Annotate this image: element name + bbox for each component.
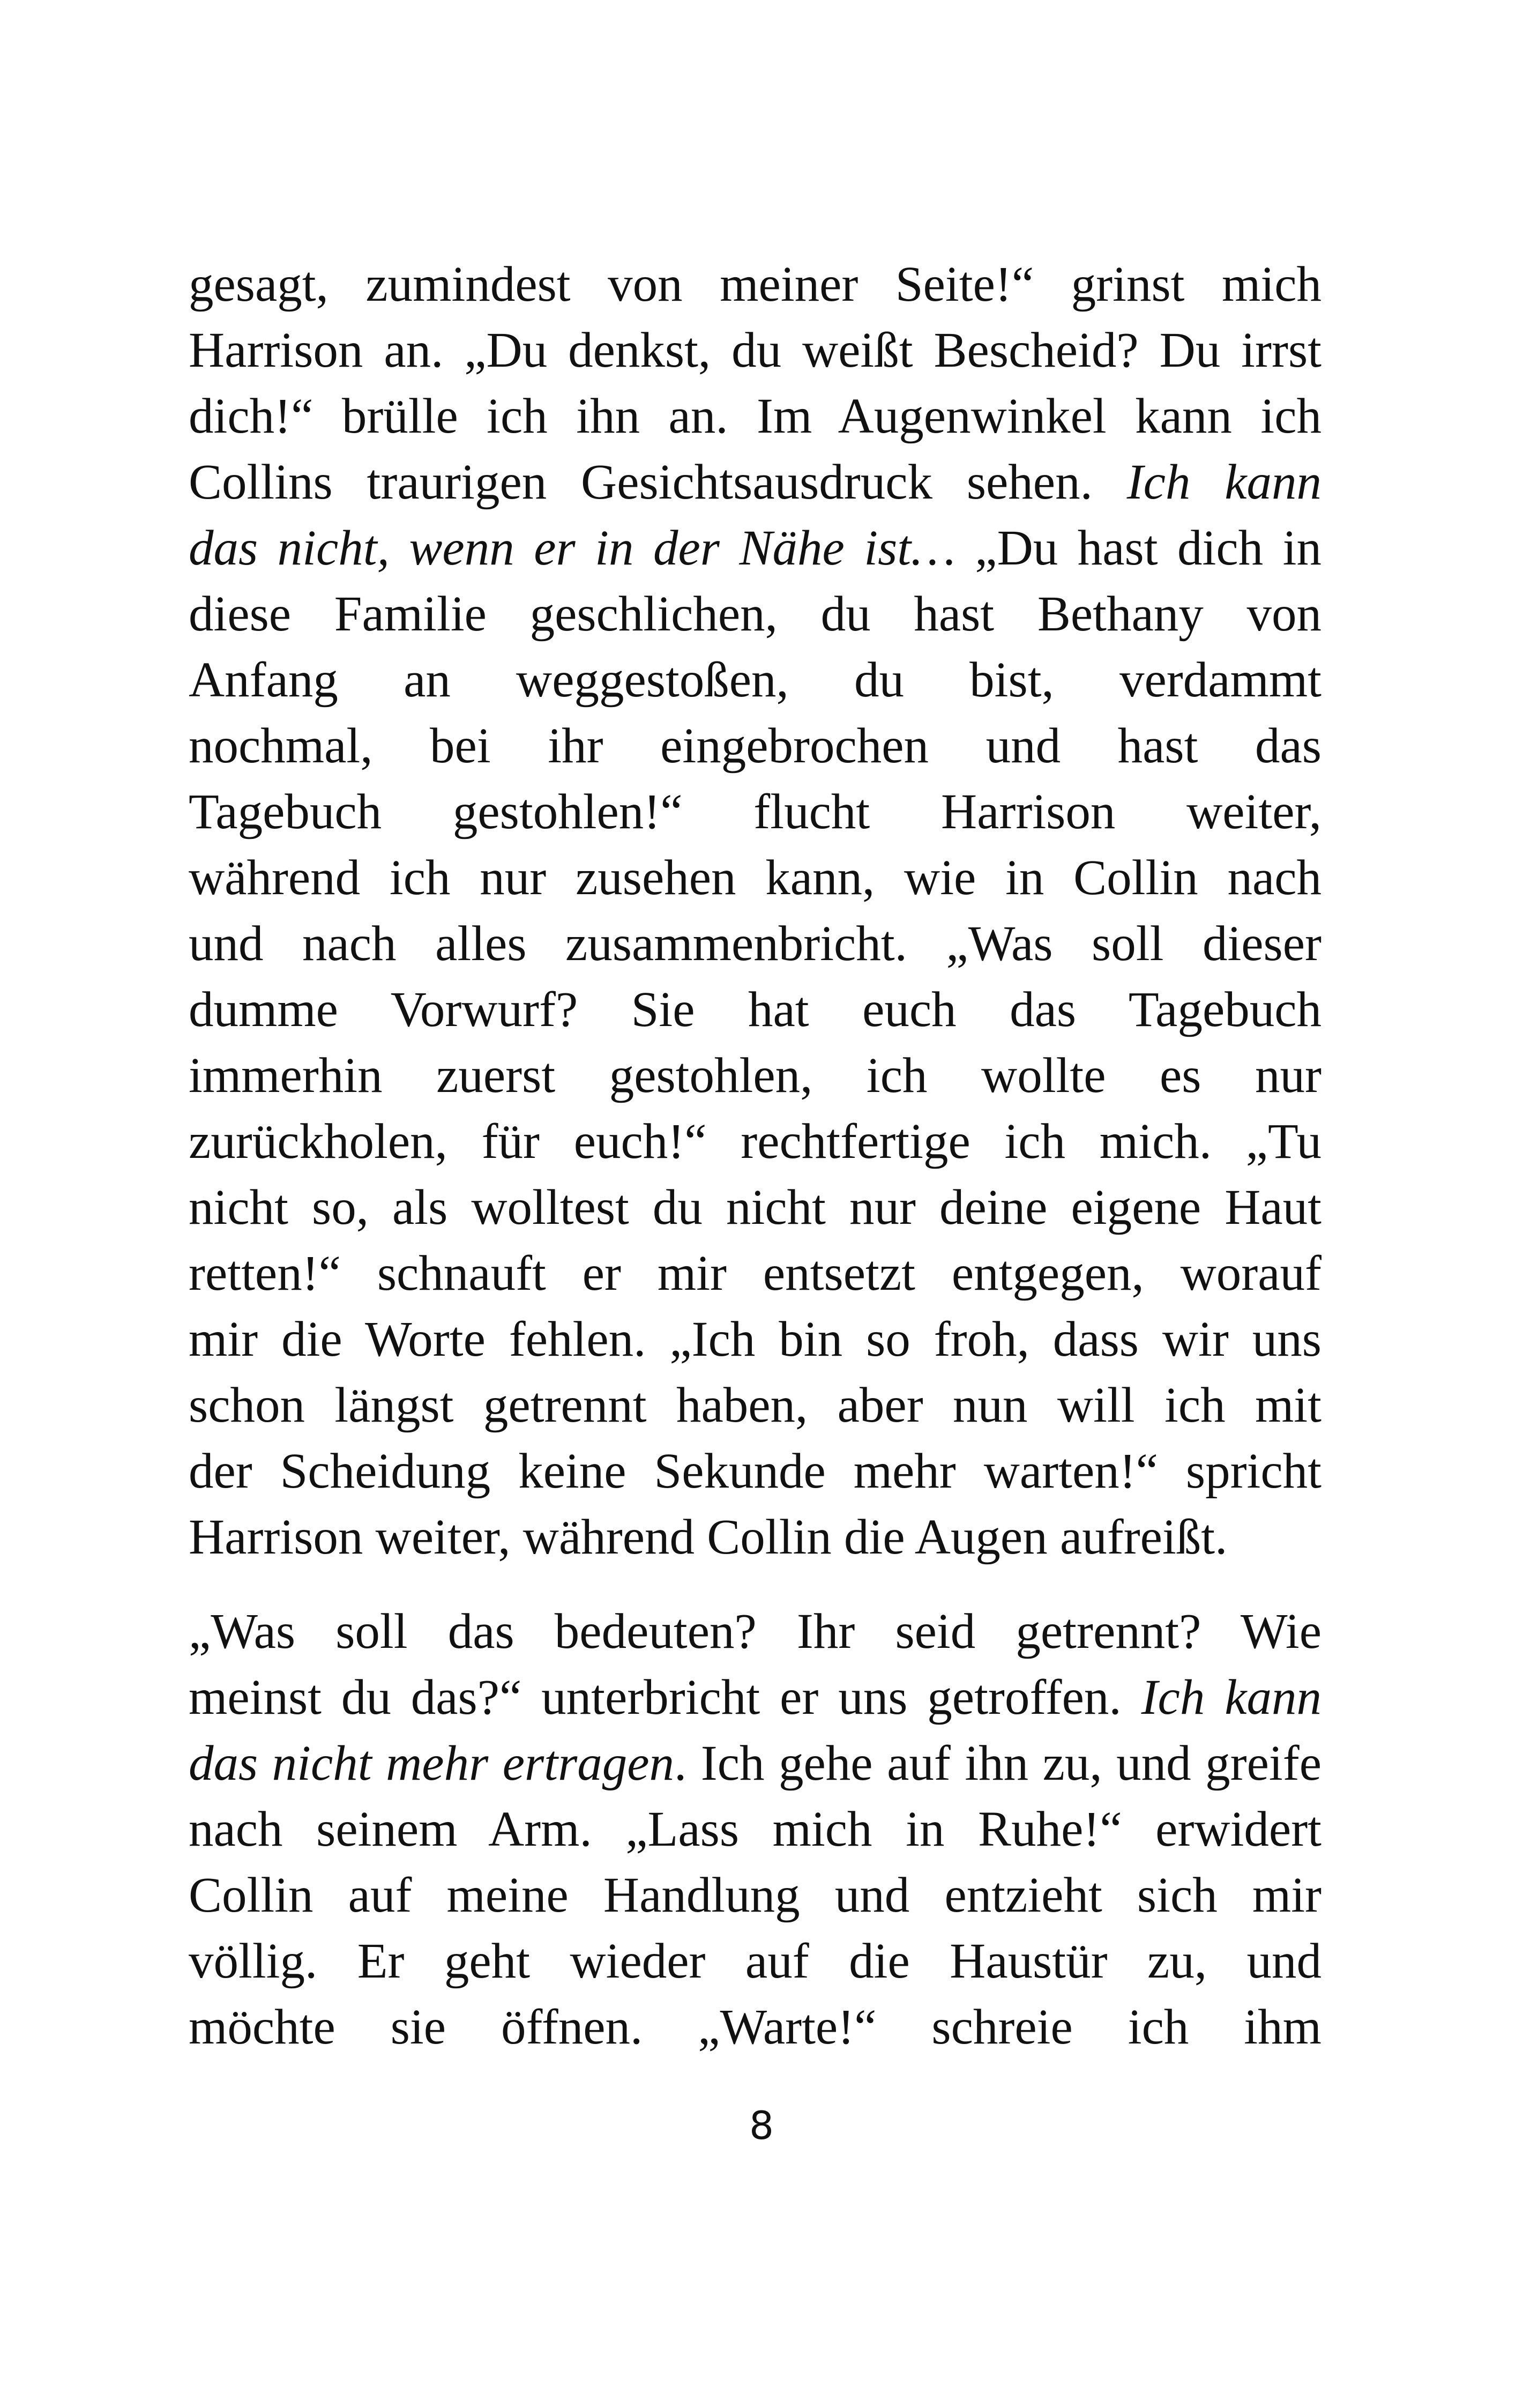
text-segment: gesagt, zumindest von meiner Seite!“ grinst mich <box>189 257 1322 312</box>
italic-text: Ich kann <box>1141 1670 1322 1725</box>
text-segment: retten!“ schnauft er mir entsetzt entgegen, worauf <box>189 1246 1322 1301</box>
text-line <box>189 317 1322 383</box>
text-segment: „Du hast dich in <box>955 521 1322 576</box>
text-line <box>189 713 1322 779</box>
text-line <box>189 1862 1322 1928</box>
text-segment: „Was soll das bedeuten? Ihr seid getrennt? Wie <box>189 1604 1322 1659</box>
text-line <box>189 515 1322 581</box>
text-segment: nicht so, als wolltest du nicht nur deine eigene Haut <box>189 1180 1322 1235</box>
text-line <box>189 1043 1322 1109</box>
text-line <box>189 647 1322 713</box>
page-number: 8 <box>749 2103 774 2148</box>
text-segment: immerhin zuerst gestohlen, ich wollte es nur <box>189 1048 1322 1103</box>
text-line <box>189 1240 1322 1306</box>
text-line <box>189 1994 1322 2060</box>
text-line <box>189 1175 1322 1240</box>
text-segment: mir die Worte fehlen. „Ich bin so froh, dass wir uns <box>189 1312 1322 1367</box>
paragraph-1 <box>189 251 1322 1570</box>
text-segment: Collins traurigen Gesichtsausdruck sehen. <box>189 455 1127 510</box>
text-segment: während ich nur zusehen kann, wie in Collin nach <box>189 850 1322 905</box>
text-segment: nach seinem Arm. „Lass mich in Ruhe!“ erwidert <box>189 1802 1322 1857</box>
text-line <box>189 1372 1322 1438</box>
text-line <box>189 383 1322 449</box>
text-segment: dumme Vorwurf? Sie hat euch das Tagebuch <box>189 982 1322 1037</box>
text-line <box>189 1928 1322 1994</box>
text-segment: Collin auf meine Handlung und entzieht sich mir <box>189 1868 1322 1923</box>
text-line <box>189 251 1322 317</box>
text-line <box>189 1438 1322 1504</box>
text-line <box>189 1599 1322 1664</box>
text-line <box>189 581 1322 647</box>
italic-text: das nicht, wenn er in der Nähe ist… <box>189 521 955 576</box>
text-line <box>189 1109 1322 1175</box>
text-line <box>189 977 1322 1043</box>
text-segment: der Scheidung keine Sekunde mehr warten!“ spricht <box>189 1444 1322 1499</box>
text-segment: möchte sie öffnen. „Warte!“ schreie ich ihm <box>189 2000 1322 2055</box>
text-segment: Tagebuch gestohlen!“ flucht Harrison weiter, <box>189 784 1322 839</box>
text-segment: Harrison weiter, während Collin die Augen aufreißt. <box>189 1510 1228 1565</box>
text-segment: diese Familie geschlichen, du hast Bethany von <box>189 586 1322 642</box>
text-line <box>189 1306 1322 1372</box>
text-segment: Harrison an. „Du denkst, du weißt Bescheid? Du irrst <box>189 323 1322 378</box>
text-line <box>189 845 1322 911</box>
text-segment: Anfang an weggestoßen, du bist, verdammt <box>189 652 1322 708</box>
text-line <box>189 1796 1322 1862</box>
paragraph-2 <box>189 1599 1322 2060</box>
text-line <box>189 779 1322 845</box>
text-segment: . Ich gehe auf ihn zu, und greife <box>674 1736 1322 1791</box>
text-line <box>189 911 1322 977</box>
text-line <box>189 1504 1322 1570</box>
italic-text: Ich kann <box>1126 455 1322 510</box>
text-segment: nochmal, bei ihr eingebrochen und hast das <box>189 718 1322 774</box>
text-segment: schon längst getrennt haben, aber nun will ich mit <box>189 1378 1322 1433</box>
text-segment: und nach alles zusammenbricht. „Was soll dieser <box>189 916 1322 971</box>
text-line <box>189 1730 1322 1796</box>
text-segment: dich!“ brülle ich ihn an. Im Augenwinkel kann ich <box>189 389 1322 444</box>
text-segment: zurückholen, für euch!“ rechtfertige ich mich. „Tu <box>189 1114 1322 1169</box>
text-line <box>189 1664 1322 1730</box>
italic-text: das nicht mehr ertragen <box>189 1736 675 1791</box>
text-line <box>189 449 1322 515</box>
text-segment: völlig. Er geht wieder auf die Haustür zu, und <box>189 1934 1322 1989</box>
text-segment: meinst du das?“ unterbricht er uns getroffen. <box>189 1670 1141 1725</box>
